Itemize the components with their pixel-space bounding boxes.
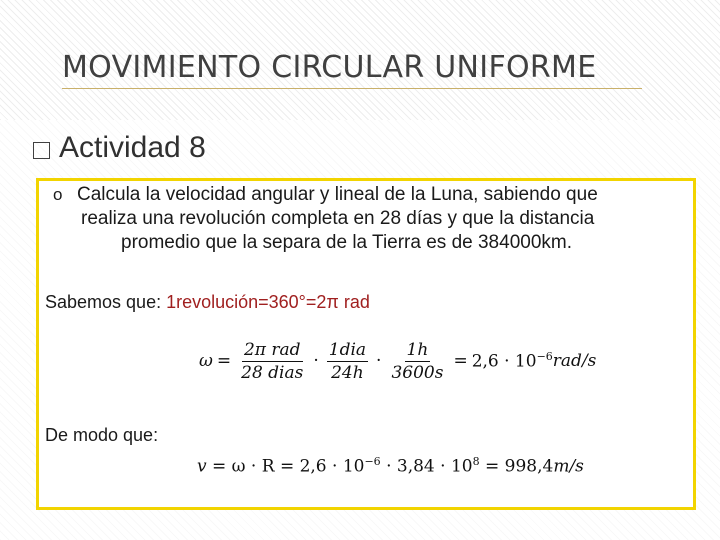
fraction-rad-per-days xyxy=(239,340,305,383)
known-fact-label: Sabemos que: xyxy=(45,292,167,312)
fraction-numerator: 1dia xyxy=(328,339,367,360)
result-mantissa: 2,6 · 10 xyxy=(471,351,537,372)
formula-middle-2: · 3,84 · 10 xyxy=(380,456,473,477)
fraction-denominator: 28 dias xyxy=(241,362,304,383)
fraction-hour-per-seconds xyxy=(389,340,445,383)
multiply-dot: · xyxy=(376,351,382,371)
result-exponent: −6 xyxy=(536,350,553,364)
multiply-dot: · xyxy=(313,351,319,371)
fraction-denominator: 3600s xyxy=(391,362,444,383)
velocity-symbol: v xyxy=(197,456,207,477)
title-divider xyxy=(62,88,642,89)
formula-middle: = ω · R = 2,6 · 10 xyxy=(206,456,365,477)
circle-bullet-icon: o xyxy=(53,185,63,204)
fraction-denominator: 24h xyxy=(331,362,364,383)
linear-velocity-unit: m/s xyxy=(553,456,584,477)
problem-line-2: realiza una revolución completa en 28 días y que la distancia xyxy=(81,208,595,229)
omega-symbol: ω xyxy=(199,351,213,371)
bullet-text: Actividad 8 xyxy=(59,131,206,164)
problem-line-1: Calcula la velocidad angular y lineal de la Luna, sabiendo que xyxy=(77,184,598,205)
slide-title: MOVIMIENTO CIRCULAR UNIFORME xyxy=(62,50,597,85)
fraction-day-per-hours xyxy=(327,340,368,383)
angular-velocity-formula xyxy=(199,331,596,391)
linear-velocity-result: = 998,4 xyxy=(479,456,554,477)
bullet-item xyxy=(33,130,206,166)
fraction-numerator: 2π rad xyxy=(243,339,301,360)
linear-velocity-formula xyxy=(197,455,584,477)
known-fact-value: 1revolución=360°=2π rad xyxy=(166,292,370,312)
known-fact xyxy=(45,292,370,313)
bullet-square-icon xyxy=(33,142,50,159)
equals-sign: = xyxy=(216,351,232,371)
fraction-numerator: 1h xyxy=(406,339,429,360)
activity-box xyxy=(36,178,696,510)
equals-sign: = xyxy=(453,351,468,371)
result-unit: rad/s xyxy=(552,351,597,371)
conclusion-label: De modo que: xyxy=(45,425,159,445)
angular-velocity-result xyxy=(472,350,553,372)
exponent-2: 8 xyxy=(472,455,480,468)
problem-line-3: promedio que la separa de la Tierra es de 384000km. xyxy=(121,232,572,253)
exponent-1: −6 xyxy=(364,455,381,468)
